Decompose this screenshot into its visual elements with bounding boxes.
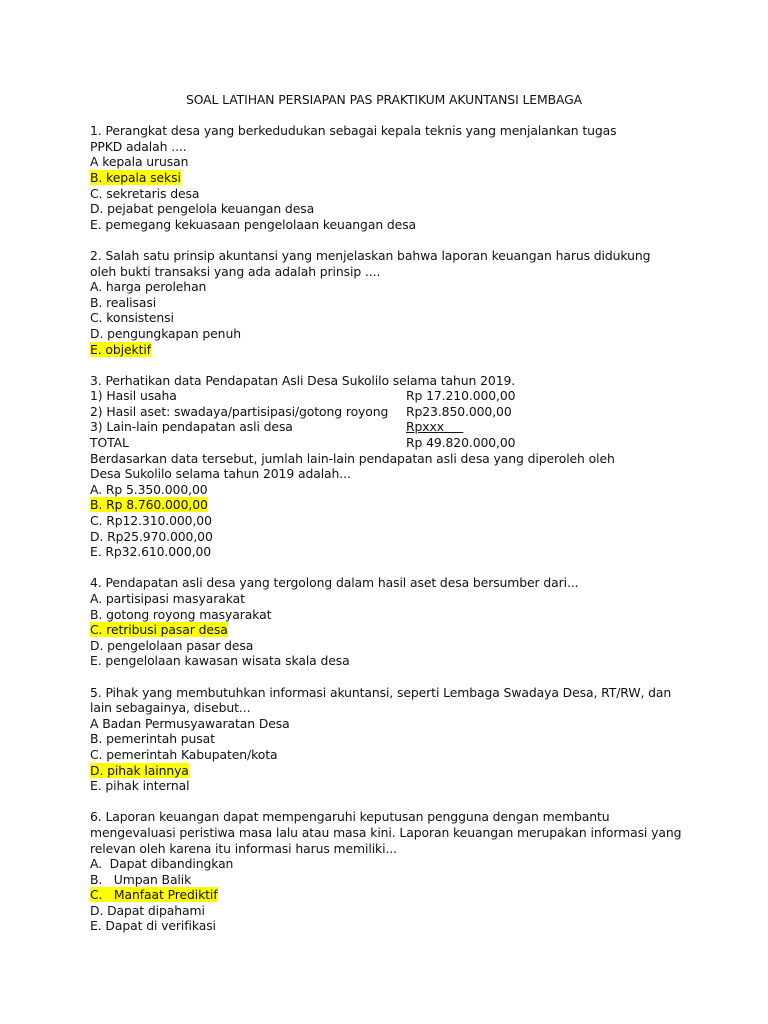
answer-option-highlighted: C. retribusi pasar desa [90, 622, 228, 638]
question-stem-line: Desa Sukolilo selama tahun 2019 adalah... [90, 466, 351, 482]
income-value-unknown: Rpxxx [406, 419, 444, 435]
answer-option-highlighted: B. Rp 8.760.000,00 [90, 497, 208, 513]
income-total-label: TOTAL [90, 435, 129, 451]
income-table-row [90, 435, 710, 451]
income-table-row [90, 419, 710, 435]
answer-option: E. Dapat di verifikasi [90, 918, 216, 934]
document-title: SOAL LATIHAN PERSIAPAN PAS PRAKTIKUM AKUNTANSI LEMBAGA [185, 92, 583, 107]
question-stem-line: 1. Perangkat desa yang berkedudukan sebagai kepala teknis yang menjalankan tugas [90, 123, 617, 139]
answer-option: D. Dapat dipahami [90, 902, 205, 918]
income-value: Rp 17.210.000,00 [406, 388, 516, 404]
income-data-table [90, 388, 710, 450]
answer-option-highlighted: C. Manfaat Prediktif [90, 887, 218, 903]
answer-option: E. pihak internal [90, 778, 190, 794]
answer-option: D. pejabat pengelola keuangan desa [90, 201, 315, 217]
question-stem-line: 4. Pendapatan asli desa yang tergolong dalam hasil aset desa bersumber dari... [90, 575, 579, 591]
income-label: 1) Hasil usaha [90, 388, 177, 404]
question-2 [90, 248, 710, 357]
answer-option: A kepala urusan [90, 154, 189, 170]
answer-option: E. pemegang kekuasaan pengelolaan keuangan desa [90, 216, 417, 232]
answer-option: E. pengelolaan kawasan wisata skala desa [90, 653, 350, 669]
question-stem-line: lain sebagainya, disebut... [90, 700, 251, 716]
question-4 [90, 575, 710, 669]
income-table-row [90, 388, 710, 404]
income-label: 2) Hasil aset: swadaya/partisipasi/gotong royong [90, 403, 389, 419]
question-1 [90, 123, 710, 232]
answer-option-highlighted: D. pihak lainnya [90, 762, 189, 778]
question-stem-line: Berdasarkan data tersebut, jumlah lain-lain pendapatan asli desa yang diperoleh oleh [90, 450, 615, 466]
answer-option: D. pengungkapan penuh [90, 325, 241, 341]
answer-option: D. Rp25.970.000,00 [90, 528, 213, 544]
question-stem-line: 5. Pihak yang membutuhkan informasi akuntansi, seperti Lembaga Swadaya Desa, RT/RW, dan [90, 684, 672, 700]
answer-option: C. pemerintah Kabupaten/kota [90, 746, 278, 762]
question-6 [90, 809, 710, 934]
answer-option: A. partisipasi masyarakat [90, 591, 245, 606]
question-stem-line: 2. Salah satu prinsip akuntansi yang menjelaskan bahwa laporan keuangan harus didukung [90, 247, 651, 263]
answer-option: C. sekretaris desa [90, 185, 200, 201]
income-label: 3) Lain-lain pendapatan asli desa [90, 419, 293, 435]
question-3 [90, 373, 710, 560]
income-table-row [90, 404, 710, 420]
answer-option: A Badan Permusyawaratan Desa [90, 715, 290, 731]
answer-option-highlighted: B. kepala seksi [90, 169, 181, 185]
question-5 [90, 685, 710, 794]
question-stem-line: relevan oleh karena itu informasi harus memiliki... [90, 840, 397, 856]
question-stem-line: oleh bukti transaksi yang ada adalah prinsip .... [90, 263, 381, 279]
income-total-value: Rp 49.820.000,00 [406, 435, 516, 451]
answer-option: B. Umpan Balik [90, 871, 192, 887]
answer-option: E. Rp32.610.000,00 [90, 544, 212, 560]
question-stem-line: mengevaluasi peristiwa masa lalu atau masa kini. Laporan keuangan merupakan informasi yang [90, 824, 682, 840]
answer-option: B. pemerintah pusat [90, 731, 215, 747]
question-stem-line: PPKD adalah .... [90, 138, 187, 154]
answer-option: A. Dapat dibandingkan [90, 856, 234, 872]
answer-option: C. Rp12.310.000,00 [90, 513, 212, 529]
answer-option: C. konsistensi [90, 310, 174, 326]
question-stem-line: 6. Laporan keuangan dapat mempengaruhi keputusan pengguna dengan membantu [90, 809, 610, 825]
answer-option: B. gotong royong masyarakat [90, 606, 272, 622]
question-stem-line: 3. Perhatikan data Pendapatan Asli Desa Sukolilo selama tahun 2019. [90, 372, 516, 388]
answer-option-highlighted: E. objektif [90, 341, 151, 357]
income-value: Rp23.850.000,00 [406, 403, 512, 419]
answer-option: B. realisasi [90, 294, 157, 310]
answer-option: A. harga perolehan [90, 279, 207, 295]
answer-option: D. pengelolaan pasar desa [90, 637, 254, 653]
document-page [90, 92, 710, 934]
answer-option: A. Rp 5.350.000,00 [90, 481, 208, 497]
